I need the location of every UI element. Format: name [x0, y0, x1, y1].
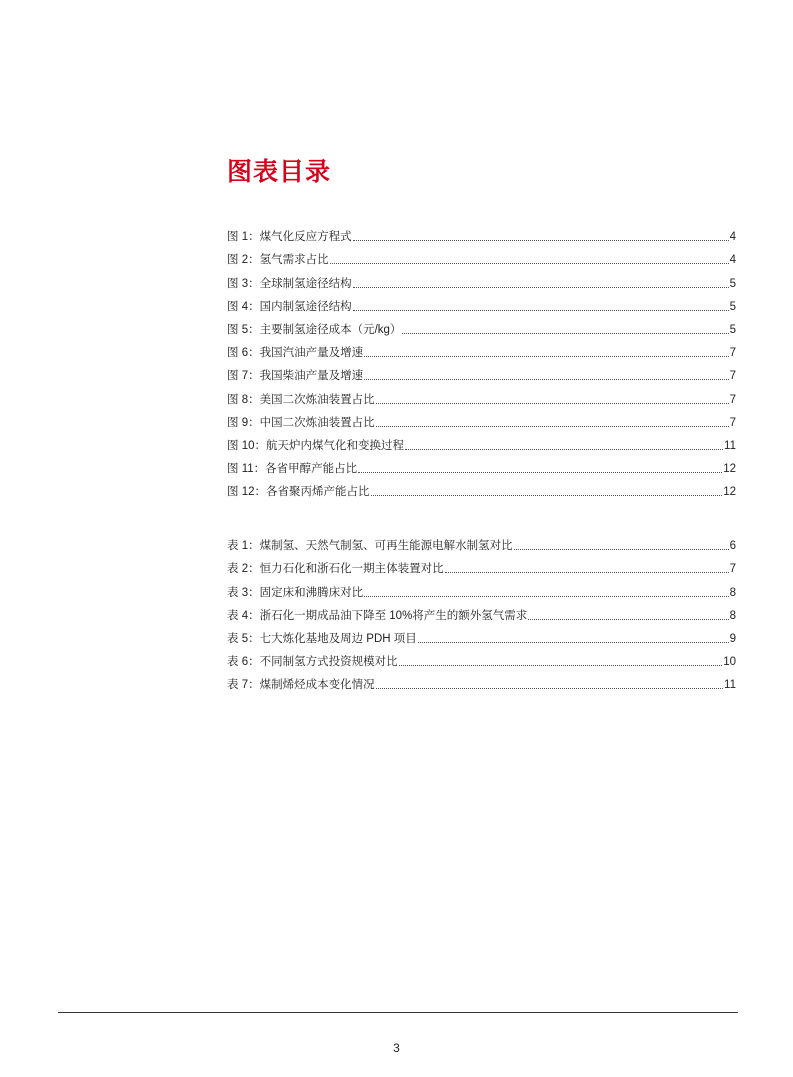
dot-leader — [418, 642, 729, 643]
toc-entry-label: 表 7：煤制烯烃成本变化情况 — [227, 679, 375, 692]
toc-entry-page: 10 — [723, 656, 736, 669]
toc-entry[interactable] — [227, 646, 736, 669]
toc-entry-label: 表 2：恒力石化和浙石化一期主体装置对比 — [227, 563, 444, 576]
dot-leader — [364, 379, 729, 380]
toc-entry-page: 7 — [729, 416, 736, 429]
dot-leader — [376, 403, 729, 404]
toc-entry-label: 图 5：主要制氢途径成本（元/kg） — [227, 323, 402, 336]
toc-entry[interactable] — [227, 530, 736, 553]
dot-leader — [364, 356, 729, 357]
page-title: 图表目录 — [227, 158, 332, 186]
toc-entry-label: 图 11：各省甲醇产能占比 — [227, 463, 358, 476]
dot-leader — [371, 495, 723, 496]
toc-entry-page: 5 — [729, 323, 736, 336]
toc-entry-page: 4 — [729, 231, 736, 244]
toc-entry[interactable] — [227, 383, 736, 406]
toc-entry-label: 图 12：各省聚丙烯产能占比 — [227, 486, 370, 499]
dot-leader — [353, 240, 729, 241]
dot-leader — [402, 333, 728, 334]
toc-entry-page: 7 — [729, 347, 736, 360]
toc-entry-page: 6 — [729, 540, 736, 553]
toc-entry-label: 图 6：我国汽油产量及增速 — [227, 347, 364, 360]
toc-entry[interactable] — [227, 267, 736, 290]
toc-entry-page: 11 — [724, 439, 736, 452]
dot-leader — [376, 688, 723, 689]
toc-entry-label: 图 8：美国二次炼油装置占比 — [227, 393, 375, 406]
dot-leader — [376, 426, 729, 427]
dot-leader — [358, 472, 722, 473]
dot-leader — [330, 263, 729, 264]
toc-entry[interactable] — [227, 623, 736, 646]
toc-entry-page: 5 — [729, 277, 736, 290]
toc-entry-page: 8 — [729, 586, 736, 599]
toc-entry-label: 表 4：浙石化一期成品油下降至 10%将产生的额外氢气需求 — [227, 609, 528, 622]
toc-entry-label: 表 1：煤制氢、天然气制氢、可再生能源电解水制氢对比 — [227, 540, 513, 553]
toc-entry-page: 12 — [723, 463, 736, 476]
toc-entry-page: 7 — [729, 563, 736, 576]
toc-entry[interactable] — [227, 291, 736, 314]
toc-entry-page: 5 — [729, 300, 736, 313]
toc-entry[interactable] — [227, 453, 736, 476]
toc-entry[interactable] — [227, 221, 736, 244]
toc-entry-label: 表 3：固定床和沸腾床对比 — [227, 586, 364, 599]
toc-entry-page: 7 — [729, 393, 736, 406]
toc-entry-page: 11 — [724, 679, 736, 692]
dot-leader — [399, 665, 723, 666]
dot-leader — [445, 572, 729, 573]
toc-entry[interactable] — [227, 314, 736, 337]
page-number: 3 — [393, 1041, 400, 1055]
toc-entry-label: 图 1：煤气化反应方程式 — [227, 231, 352, 244]
toc-entry[interactable] — [227, 600, 736, 623]
toc-entry-label: 图 7：我国柴油产量及增速 — [227, 370, 364, 383]
dot-leader — [353, 287, 729, 288]
toc-entry-label: 表 6：不同制氢方式投资规模对比 — [227, 656, 398, 669]
toc-entry-page: 8 — [729, 609, 736, 622]
dot-leader — [364, 596, 729, 597]
toc-entry-label: 图 3：全球制氢途径结构 — [227, 277, 352, 290]
toc-entry-page: 9 — [729, 632, 736, 645]
toc-entry[interactable] — [227, 360, 736, 383]
dot-leader — [514, 549, 729, 550]
toc-entry[interactable] — [227, 337, 736, 360]
toc-entry-label: 图 9：中国二次炼油装置占比 — [227, 416, 375, 429]
table-list — [227, 530, 736, 692]
toc-entry-label: 表 5：七大炼化基地及周边 PDH 项目 — [227, 632, 417, 645]
toc-entry[interactable] — [227, 476, 736, 499]
dot-leader — [353, 310, 729, 311]
toc-entry[interactable] — [227, 553, 736, 576]
toc-entry-label: 图 4：国内制氢途径结构 — [227, 300, 352, 313]
toc-entry-page: 12 — [723, 486, 736, 499]
toc-entry[interactable] — [227, 244, 736, 267]
toc-entry-label: 图 2：氢气需求占比 — [227, 254, 329, 267]
toc-entry[interactable] — [227, 669, 736, 692]
toc-entry[interactable] — [227, 430, 736, 453]
dot-leader — [528, 619, 728, 620]
toc-entry[interactable] — [227, 576, 736, 599]
figure-list — [227, 221, 736, 499]
dot-leader — [405, 449, 723, 450]
toc-entry-page: 7 — [729, 370, 736, 383]
toc-entry-page: 4 — [729, 254, 736, 267]
toc-entry-label: 图 10：航天炉内煤气化和变换过程 — [227, 439, 404, 452]
toc-entry[interactable] — [227, 407, 736, 430]
footer-divider — [58, 1012, 738, 1013]
